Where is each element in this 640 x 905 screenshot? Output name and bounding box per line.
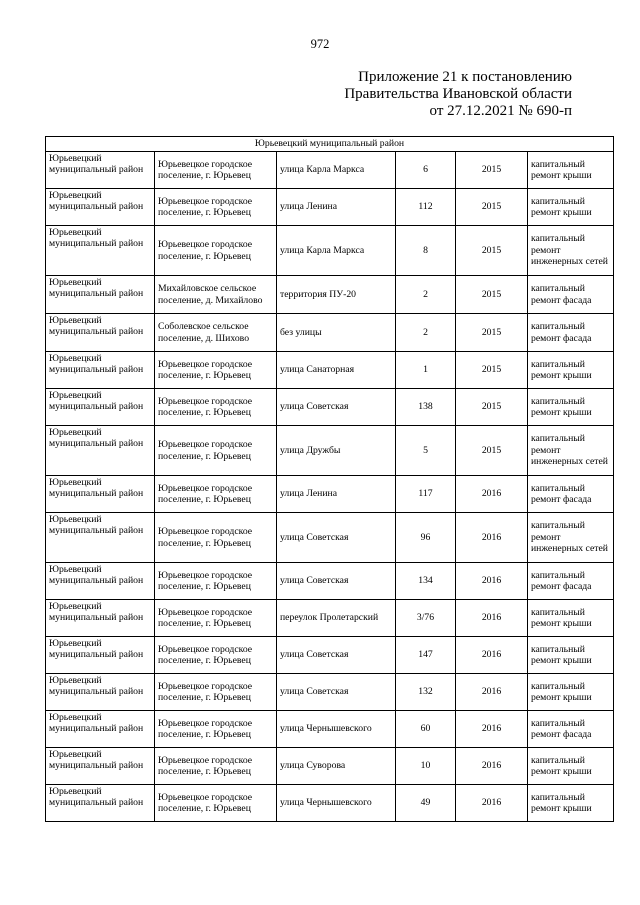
work-type-cell: капитальный ремонт крыши (528, 748, 614, 785)
year-cell: 2016 (456, 513, 528, 563)
year-cell: 2015 (456, 314, 528, 352)
settlement-cell: Юрьевецкое городское поселение, г. Юрьевец (155, 748, 277, 785)
table-title: Юрьевецкий муниципальный район (46, 137, 614, 152)
house-number-cell: 10 (396, 748, 456, 785)
work-type-cell: капитальный ремонт фасада (528, 476, 614, 513)
house-number-cell: 96 (396, 513, 456, 563)
table-row (46, 426, 614, 476)
year-cell: 2016 (456, 476, 528, 513)
street-cell: улица Карла Маркса (277, 152, 396, 189)
street-cell: улица Чернышевского (277, 785, 396, 822)
year-cell: 2015 (456, 152, 528, 189)
street-cell: улица Советская (277, 513, 396, 563)
settlement-cell: Юрьевецкое городское поселение, г. Юрьевец (155, 476, 277, 513)
settlement-cell: Юрьевецкое городское поселение, г. Юрьевец (155, 711, 277, 748)
district-cell: Юрьевецкий муниципальный район (46, 785, 155, 822)
work-type-cell: капитальный ремонт крыши (528, 152, 614, 189)
table-row (46, 314, 614, 352)
district-cell: Юрьевецкий муниципальный район (46, 152, 155, 189)
year-cell: 2016 (456, 785, 528, 822)
table-row (46, 637, 614, 674)
table-row (46, 276, 614, 314)
street-cell: улица Советская (277, 674, 396, 711)
work-type-cell: капитальный ремонт инженерных сетей (528, 226, 614, 276)
header-line-1: Приложение 21 к постановлению (358, 69, 572, 85)
table-row (46, 389, 614, 426)
table-row (46, 785, 614, 822)
settlement-cell: Юрьевецкое городское поселение, г. Юрьевец (155, 352, 277, 389)
district-cell: Юрьевецкий муниципальный район (46, 276, 155, 314)
street-cell: улица Чернышевского (277, 711, 396, 748)
settlement-cell: Юрьевецкое городское поселение, г. Юрьевец (155, 513, 277, 563)
work-type-cell: капитальный ремонт крыши (528, 785, 614, 822)
table-row (46, 674, 614, 711)
street-cell: улица Санаторная (277, 352, 396, 389)
street-cell: улица Ленина (277, 189, 396, 226)
work-type-cell: капитальный ремонт крыши (528, 352, 614, 389)
house-number-cell: 2 (396, 314, 456, 352)
street-cell: улица Карла Маркса (277, 226, 396, 276)
house-number-cell: 60 (396, 711, 456, 748)
document-header (344, 69, 572, 120)
year-cell: 2016 (456, 711, 528, 748)
work-type-cell: капитальный ремонт крыши (528, 637, 614, 674)
work-type-cell: капитальный ремонт инженерных сетей (528, 513, 614, 563)
work-type-cell: капитальный ремонт крыши (528, 389, 614, 426)
district-cell: Юрьевецкий муниципальный район (46, 600, 155, 637)
house-number-cell: 117 (396, 476, 456, 513)
street-cell: территория ПУ-20 (277, 276, 396, 314)
street-cell: улица Ленина (277, 476, 396, 513)
district-cell: Юрьевецкий муниципальный район (46, 563, 155, 600)
street-cell: улица Советская (277, 389, 396, 426)
street-cell: переулок Пролетарский (277, 600, 396, 637)
year-cell: 2015 (456, 226, 528, 276)
settlement-cell: Юрьевецкое городское поселение, г. Юрьевец (155, 152, 277, 189)
house-number-cell: 3/76 (396, 600, 456, 637)
work-type-cell: капитальный ремонт фасада (528, 563, 614, 600)
street-cell: улица Советская (277, 637, 396, 674)
year-cell: 2015 (456, 352, 528, 389)
settlement-cell: Юрьевецкое городское поселение, г. Юрьевец (155, 600, 277, 637)
district-cell: Юрьевецкий муниципальный район (46, 711, 155, 748)
district-cell: Юрьевецкий муниципальный район (46, 476, 155, 513)
table-title-row (46, 137, 614, 152)
house-number-cell: 112 (396, 189, 456, 226)
settlement-cell: Юрьевецкое городское поселение, г. Юрьевец (155, 674, 277, 711)
work-type-cell: капитальный ремонт фасада (528, 711, 614, 748)
work-type-cell: капитальный ремонт крыши (528, 674, 614, 711)
street-cell: без улицы (277, 314, 396, 352)
year-cell: 2015 (456, 276, 528, 314)
house-number-cell: 2 (396, 276, 456, 314)
house-number-cell: 1 (396, 352, 456, 389)
work-type-cell: капитальный ремонт крыши (528, 189, 614, 226)
work-type-cell: капитальный ремонт фасада (528, 314, 614, 352)
settlement-cell: Соболевское сельское поселение, д. Шихово (155, 314, 277, 352)
header-line-2: Правительства Ивановской области (344, 86, 572, 102)
table-row (46, 513, 614, 563)
district-cell: Юрьевецкий муниципальный район (46, 189, 155, 226)
district-cell: Юрьевецкий муниципальный район (46, 314, 155, 352)
district-cell: Юрьевецкий муниципальный район (46, 674, 155, 711)
district-cell: Юрьевецкий муниципальный район (46, 389, 155, 426)
year-cell: 2016 (456, 674, 528, 711)
house-number-cell: 147 (396, 637, 456, 674)
table-row (46, 476, 614, 513)
housing-repair-table (45, 136, 614, 822)
work-type-cell: капитальный ремонт фасада (528, 276, 614, 314)
year-cell: 2016 (456, 637, 528, 674)
table-row (46, 226, 614, 276)
settlement-cell: Юрьевецкое городское поселение, г. Юрьевец (155, 563, 277, 600)
table-row (46, 189, 614, 226)
district-cell: Юрьевецкий муниципальный район (46, 513, 155, 563)
district-cell: Юрьевецкий муниципальный район (46, 748, 155, 785)
year-cell: 2016 (456, 748, 528, 785)
house-number-cell: 5 (396, 426, 456, 476)
street-cell: улица Дружбы (277, 426, 396, 476)
street-cell: улица Суворова (277, 748, 396, 785)
district-cell: Юрьевецкий муниципальный район (46, 352, 155, 389)
work-type-cell: капитальный ремонт инженерных сетей (528, 426, 614, 476)
settlement-cell: Михайловское сельское поселение, д. Михайлово (155, 276, 277, 314)
settlement-cell: Юрьевецкое городское поселение, г. Юрьевец (155, 426, 277, 476)
settlement-cell: Юрьевецкое городское поселение, г. Юрьевец (155, 389, 277, 426)
street-cell: улица Советская (277, 563, 396, 600)
settlement-cell: Юрьевецкое городское поселение, г. Юрьевец (155, 637, 277, 674)
district-cell: Юрьевецкий муниципальный район (46, 426, 155, 476)
table-row (46, 352, 614, 389)
work-type-cell: капитальный ремонт крыши (528, 600, 614, 637)
house-number-cell: 138 (396, 389, 456, 426)
settlement-cell: Юрьевецкое городское поселение, г. Юрьевец (155, 785, 277, 822)
settlement-cell: Юрьевецкое городское поселение, г. Юрьевец (155, 189, 277, 226)
page-number: 972 (310, 37, 330, 51)
house-number-cell: 6 (396, 152, 456, 189)
table-row (46, 711, 614, 748)
year-cell: 2016 (456, 600, 528, 637)
house-number-cell: 134 (396, 563, 456, 600)
house-number-cell: 132 (396, 674, 456, 711)
house-number-cell: 8 (396, 226, 456, 276)
table-row (46, 563, 614, 600)
header-line-3: от 27.12.2021 № 690-п (429, 103, 572, 119)
year-cell: 2016 (456, 563, 528, 600)
settlement-cell: Юрьевецкое городское поселение, г. Юрьевец (155, 226, 277, 276)
year-cell: 2015 (456, 389, 528, 426)
district-cell: Юрьевецкий муниципальный район (46, 637, 155, 674)
district-cell: Юрьевецкий муниципальный район (46, 226, 155, 276)
year-cell: 2015 (456, 189, 528, 226)
house-number-cell: 49 (396, 785, 456, 822)
table-row (46, 152, 614, 189)
table-row (46, 748, 614, 785)
table-row (46, 600, 614, 637)
year-cell: 2015 (456, 426, 528, 476)
